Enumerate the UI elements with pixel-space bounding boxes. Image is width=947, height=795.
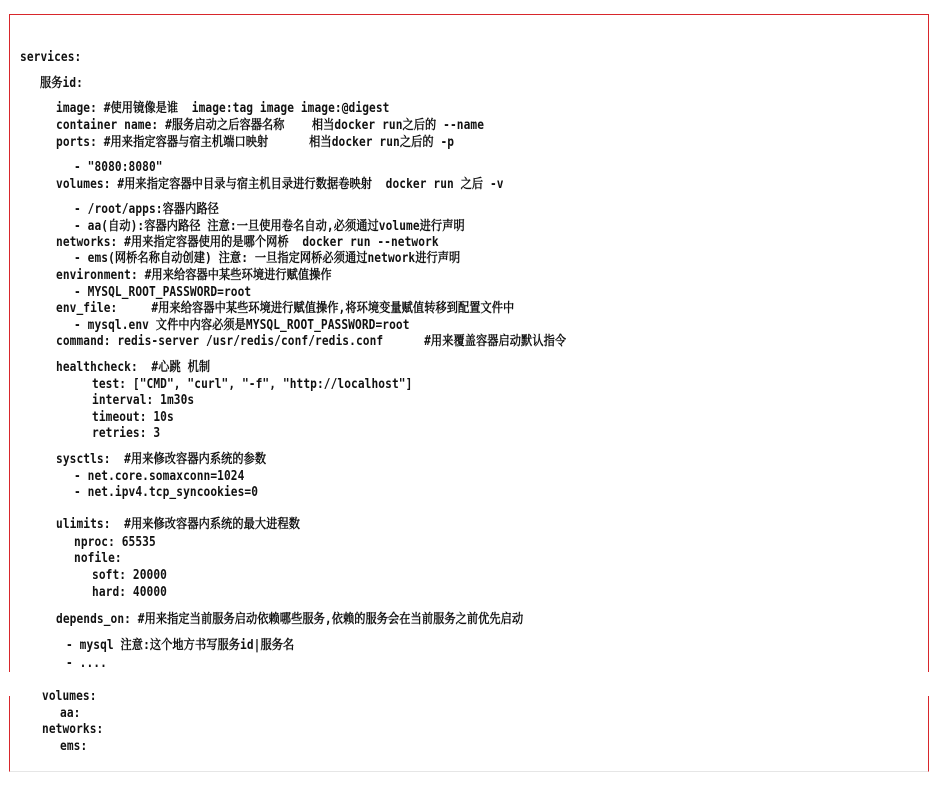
code-line: - MYSQL_ROOT_PASSWORD=root xyxy=(74,285,252,300)
code-line: image: #使用镜像是谁 image:tag image image:@digest xyxy=(56,101,390,116)
code-line: interval: 1m30s xyxy=(92,393,195,408)
code-line: sysctls: #用来修改容器内系统的参数 xyxy=(56,452,267,467)
code-line: soft: 20000 xyxy=(92,568,167,583)
code-line: - mysql.env 文件中内容必须是MYSQL_ROOT_PASSWORD=root xyxy=(74,318,410,333)
code-line: hard: 40000 xyxy=(92,585,167,600)
code-line: services: xyxy=(20,50,82,65)
code-line: networks: #用来指定容器使用的是哪个网桥 docker run --network xyxy=(56,235,439,250)
frame-gap-right xyxy=(921,672,937,696)
code-line: env_file: #用来给容器中某些环境进行赋值操作,将环境变量赋值转移到配置文件中 xyxy=(56,301,515,316)
code-line: ems: xyxy=(60,739,88,754)
code-line: - aa(自动):容器内路径 注意:一旦使用卷名自动,必须通过volume进行声明 xyxy=(74,219,465,234)
code-line: 服务id: xyxy=(40,76,83,91)
code-line: test: ["CMD", "curl", "-f", "http://localhost"] xyxy=(92,377,413,392)
code-line: nproc: 65535 xyxy=(74,535,156,550)
code-line: volumes: #用来指定容器中目录与宿主机目录进行数据卷映射 docker run 之后 -v xyxy=(56,177,504,192)
code-line: volumes: xyxy=(42,689,97,704)
code-line: ports: #用来指定容器与宿主机端口映射 相当docker run之后的 -p xyxy=(56,135,455,150)
code-line: - net.core.somaxconn=1024 xyxy=(74,469,245,484)
code-line: - ems(网桥名称自动创建) 注意: 一旦指定网桥必须通过network进行声明 xyxy=(74,251,461,266)
code-line: ulimits: #用来修改容器内系统的最大进程数 xyxy=(56,517,300,532)
code-line: container name: #服务启动之后容器名称 相当docker run之后的 --name xyxy=(56,118,485,133)
code-line: depends_on: #用来指定当前服务启动依赖哪些服务,依赖的服务会在当前服务之前优先启动 xyxy=(56,612,524,627)
code-line: networks: xyxy=(42,722,104,737)
code-line: nofile: xyxy=(74,551,122,566)
frame-gap-left xyxy=(0,672,16,696)
code-line: aa: xyxy=(60,706,81,721)
code-line: - net.ipv4.tcp_syncookies=0 xyxy=(74,485,259,500)
code-line: retries: 3 xyxy=(92,426,161,441)
code-line: timeout: 10s xyxy=(92,410,174,425)
code-line: - mysql 注意:这个地方书写服务id|服务名 xyxy=(66,638,295,653)
code-line: healthcheck: #心跳 机制 xyxy=(56,360,211,375)
code-line: environment: #用来给容器中某些环境进行赋值操作 xyxy=(56,268,332,283)
code-line: - "8080:8080" xyxy=(74,160,163,175)
code-line: command: redis-server /usr/redis/conf/redis.conf #用来覆盖容器启动默认指令 xyxy=(56,334,567,349)
code-line: - /root/apps:容器内路径 xyxy=(74,202,219,217)
code-line: - .... xyxy=(66,656,107,671)
